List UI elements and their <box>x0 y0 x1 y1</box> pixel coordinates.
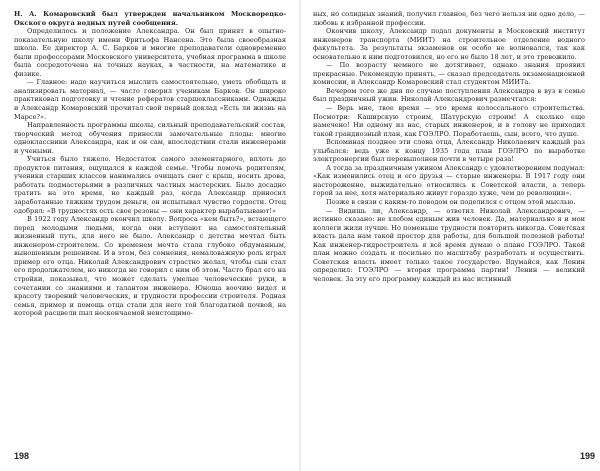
right-paragraph-5: — Верь мне, твое время — это время колоссального строительства. Посмотри: Каширскую строим, Шатурскую строим! А сколько еще намечено! Ни одному из нас, старых инженеров, и в голову не приходил такой грандиозный план, как ГОЭЛРО. Поработаешь, сын, всего, что душе. <box>313 104 585 138</box>
right-paragraph-3: — По возрасту немного не дотягивает, однако знания проявил прекрасные. Рекомендую принять, — сказал председатель экзаменационной комиссии, и Александр Комаровский стал студентом МИИТа. <box>313 61 585 87</box>
left-paragraph-5: Учиться было тяжело. Недостаток самого элементарного, вплоть до продуктов питания, ощущался в каждой семье. Чтобы помочь родителям, ученики старших классов нанимались очищать снег с крыш, носить дрова, работать подмастерьями в различных частных мастерских. Было досадно тратить на это время, но каждый раз, когда Александр приносил заработанные тяжким трудом деньги, он испытывал чувство гордости. Отец одобрял: «В трудностях есть свое резоны — они характер вырабатывают!» <box>14 155 286 215</box>
left-paragraph-3: — Главное: надо научиться мыслить самостоятельно, уметь обобщать и анализировать материал, — часто говорил ученикам Барков. Он широко практиковал подготовку и чтение рефератов старшеклассниками. Однажды и Александр Комаровский прочитал свой первый доклад «Есть ли жизнь на Марсе?». <box>14 78 286 121</box>
left-paragraph-2: Определилось и положение Александра. Он был принят в опытно-показательную школу имени Фритьофа Нансена. Это была своеобразная школа. Ее директор А. С. Барков и многие преподаватели одновременно были профессорами Московского университета, учебная программа в школе была сосредоточена на точных науках, в частности, на математике и физике. <box>14 27 286 78</box>
right-page <box>313 10 585 450</box>
right-page-number: 199 <box>580 451 596 461</box>
right-paragraph-2: Окончив школу, Александр подал документы в Московский институт инженеров транспорта (МИИТ) на строительное отделение водного факультета. За результаты экзаменов он особо не волновался, так как основательно к ним подготовился, но его не было 18 лет, и это тревожило. <box>313 27 585 61</box>
left-paragraph-4: Направленность программы школы, сильный преподавательский состав, творческий метод обучения принесли замечательные плоды: многие одноклассники Александра, как и он сам, впоследствии стали инженерами и учеными. <box>14 121 286 155</box>
left-paragraph-1: Н. А. Комаровский был утвержден начальником Москворецко-Окского округа водных путей сообщения. <box>14 10 286 27</box>
right-paragraph-7: А тогда за праздничным ужином Александр с удовлетворением подумал: «Как изменились отец и его друзья — старые инженеры. В 1917 году они настороженно, выжидательно относились к Советской власти, а теперь горой за нее, хотя материально живут гораздо хуже, чем до революции». <box>313 163 585 198</box>
right-paragraph-4: Вечером того же дня по случаю поступления Александра в вуз в семье был праздничный ужин. Николай Александрович размечтался: <box>313 86 585 104</box>
left-page <box>14 10 286 450</box>
left-page-number: 198 <box>14 451 30 461</box>
book-gutter <box>299 0 301 471</box>
left-paragraph-6: В 1922 году Александр окончил школу. Вопроса «кем быть?», встающего перед молодыми людьми, когда они вступают на самостоятельный жизненный путь, для него не было. Александр с детства мечтал быть инженером-строителем. Со временем мечта стала глубоко обдуманным, выношенным решением. И в этом, без сомнения, немаловажную роль играл пример его отца. Николай Александрович страстно желал, чтобы сын стал его продолжателем, но никогда не говорил с ним об этом. Часто брал его на стройки, показывал, что может сделать умелые человеческие руки, в сочетании со знаниями и талантом инженера. Юноша воочию видел и красоту творений человеческих, и трудности профессии строителя. Родная семья, пример и помощь отца стали для него той благодатной почвой, на которой расцвели пыл нескончаемой неистощимо- <box>14 215 286 318</box>
right-paragraph-1: ных, но солидных знаний, получил главное, без чего нельзя ни одно дело, — любовь к избранной профессии. <box>313 10 585 27</box>
right-paragraph-6: Вспоминая позднее эти слова отца, Александр Николаевич каждый раз улыбался: ведь уже к концу 1935 года план ГОЭЛРО по выработке электроэнергии был перевыполнен почти в четыре раза! <box>313 138 585 164</box>
right-paragraph-8: Позже в связи с каким-то поводом он поделился с отцом этой мыслью. <box>326 198 576 207</box>
right-paragraph-9: — Видишь ли, Александр, — ответил Николай Александрович, — истинно сказано: не хлебом единым жив человек. Да, материально я и мои коллеги жили лучше. Но поменьше трудности повторить никогда. Советская власть дала нам такой простор для работы, для большой полезной работы! Как инженер-гидростроитель я всё время думаю о плане ГОЭЛРО. Такой план можно создать и посильно по масштабу разработать и осуществить. Советская власть имеет только такое государство. Вдумайся, как Ленин определил: ГОЭЛРО — вторая программа партии! Ленин — великий человек. За эту его программу каждый из нас истинный <box>313 206 585 283</box>
